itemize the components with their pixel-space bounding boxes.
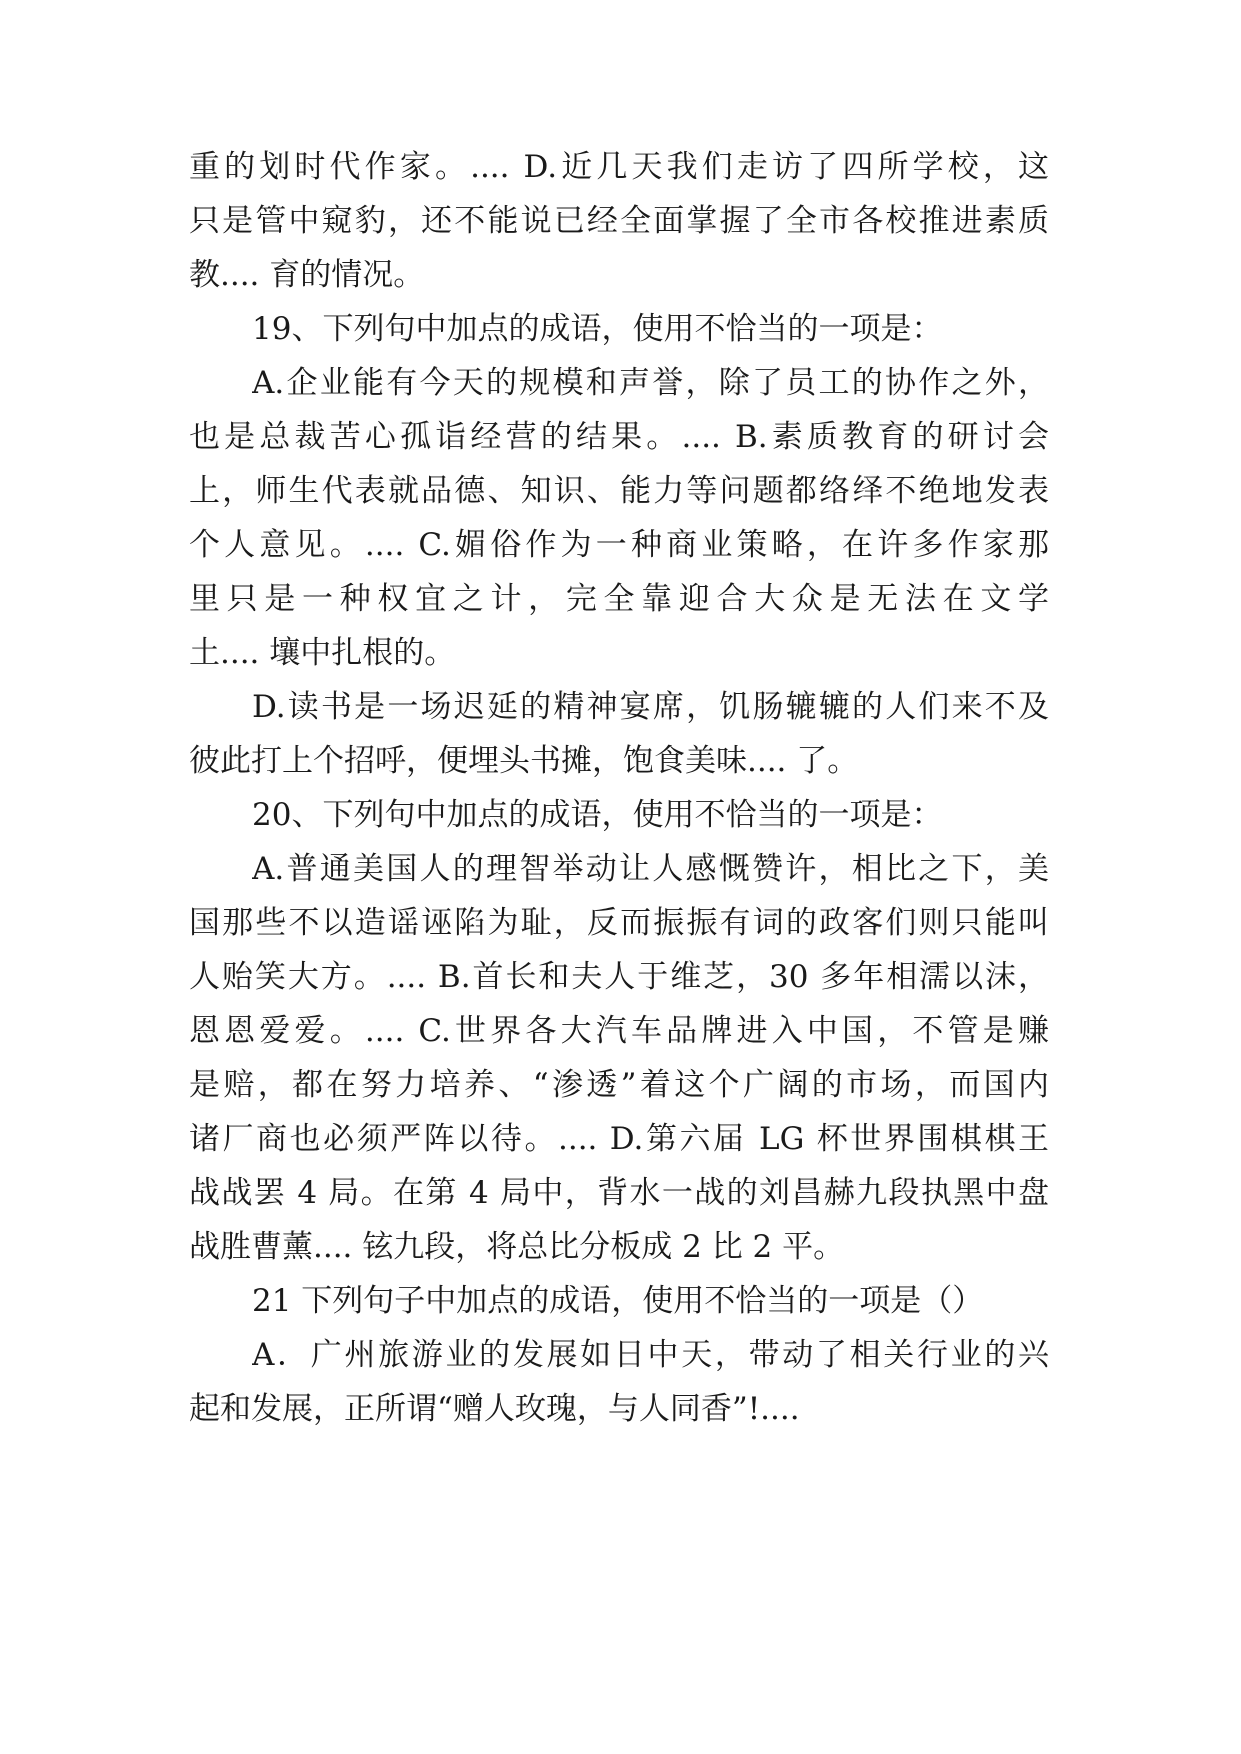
- text-line-23: A．广州旅游业的发展如日中天，带动了相关行业的兴: [252, 1337, 1049, 1373]
- text-line-15: 国那些不以造谣诬陷为耻，反而振振有词的政客们则只能叫: [189, 905, 1049, 941]
- text-line-6: 也是总裁苦心孤诣经营的结果。.... B.素质教育的研讨会: [189, 419, 1049, 455]
- text-line-17: 恩恩爱爱。.... C.世界各大汽车品牌进入中国，不管是赚: [189, 1013, 1049, 1049]
- text-line-10: 土.... 壤中扎根的。: [189, 635, 456, 671]
- text-line-24: 起和发展，正所谓“赠人玫瑰，与人同香”!....: [189, 1391, 800, 1427]
- text-line-14: A.普通美国人的理智举动让人感慨赞许，相比之下，美: [252, 851, 1049, 887]
- text-line-20: 战战罢 4 局。在第 4 局中，背水一战的刘昌赫九段执黑中盘: [189, 1175, 1049, 1211]
- text-line-8: 个人意见。.... C.媚俗作为一种商业策略，在许多作家那: [189, 527, 1049, 563]
- question-19-heading: 19、下列句中加点的成语，使用不恰当的一项是：: [252, 311, 943, 347]
- question-20-heading: 20、下列句中加点的成语，使用不恰当的一项是：: [252, 797, 943, 833]
- text-line-16: 人贻笑大方。.... B.首长和夫人于维芝，30 多年相濡以沫，: [189, 959, 1049, 995]
- text-line-12: 彼此打上个招呼，便埋头书摊，饱食美味.... 了。: [189, 743, 859, 779]
- text-line-2: 只是管中窥豹，还不能说已经全面掌握了全市各校推进素质: [189, 203, 1049, 239]
- text-line-18: 是赔，都在努力培养、“渗透”着这个广阔的市场，而国内: [189, 1067, 1049, 1103]
- text-line-7: 上，师生代表就品德、知识、能力等问题都络绎不绝地发表: [189, 473, 1049, 509]
- question-21-heading: 21 下列句子中加点的成语，使用不恰当的一项是（）: [252, 1283, 984, 1319]
- text-line-5: A.企业能有今天的规模和声誉，除了员工的协作之外，: [252, 365, 1049, 401]
- text-line-9: 里只是一种权宜之计，完全靠迎合大众是无法在文学: [189, 581, 1049, 617]
- text-line-19: 诸厂商也必须严阵以待。.... D.第六届 LG 杯世界围棋棋王: [189, 1121, 1049, 1157]
- text-line-11: D.读书是一场迟延的精神宴席，饥肠辘辘的人们来不及: [252, 689, 1049, 725]
- text-line-1: 重的划时代作家。.... D.近几天我们走访了四所学校，这: [189, 149, 1049, 185]
- text-line-21: 战胜曹薰.... 铉九段，将总比分板成 2 比 2 平。: [189, 1229, 845, 1265]
- text-line-3: 教.... 育的情况。: [189, 257, 425, 293]
